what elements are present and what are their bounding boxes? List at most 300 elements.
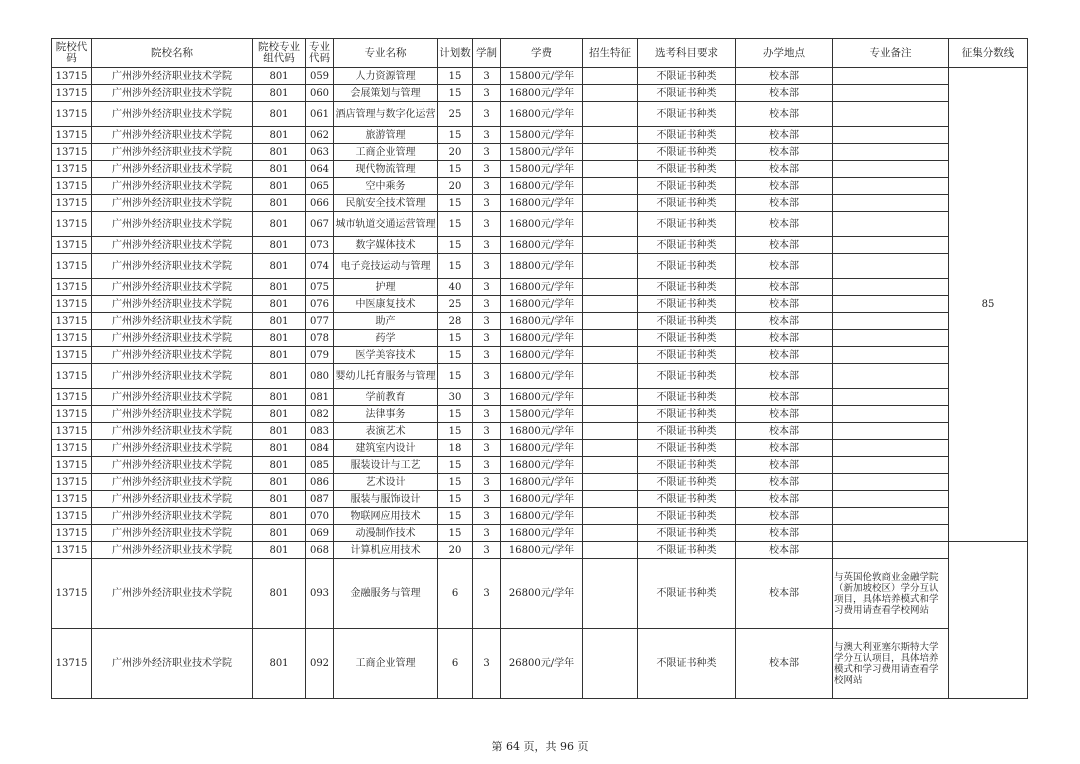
subject-cell: 不限证书种类 (638, 296, 736, 313)
school-code-cell: 13715 (52, 102, 92, 127)
major-code-cell: 087 (306, 491, 334, 508)
plan-cell: 15 (438, 254, 473, 279)
plan-cell: 15 (438, 364, 473, 389)
table-row (52, 127, 1028, 144)
note-cell (833, 389, 949, 406)
subject-cell: 不限证书种类 (638, 212, 736, 237)
subject-cell: 不限证书种类 (638, 406, 736, 423)
subject-cell: 不限证书种类 (638, 525, 736, 542)
school-name-cell: 广州涉外经济职业技术学院 (92, 474, 253, 491)
major-code-cell: 084 (306, 440, 334, 457)
subject-cell: 不限证书种类 (638, 542, 736, 559)
note-cell (833, 364, 949, 389)
years-cell: 3 (473, 629, 501, 699)
major-code-cell: 081 (306, 389, 334, 406)
plan-cell: 15 (438, 85, 473, 102)
school-code-cell: 13715 (52, 474, 92, 491)
fee-cell: 16800元/学年 (501, 330, 583, 347)
school-code-cell: 13715 (52, 406, 92, 423)
group-code-cell: 801 (253, 474, 306, 491)
group-code-cell: 801 (253, 279, 306, 296)
major-code-cell: 078 (306, 330, 334, 347)
location-cell: 校本部 (736, 525, 833, 542)
plan-cell: 20 (438, 542, 473, 559)
feature-cell (583, 330, 638, 347)
group-code-cell: 801 (253, 102, 306, 127)
major-code-cell: 059 (306, 68, 334, 85)
feature-cell (583, 440, 638, 457)
major-name-cell: 工商企业管理 (334, 629, 438, 699)
major-name-cell: 服装设计与工艺 (334, 457, 438, 474)
feature-cell (583, 161, 638, 178)
note-cell: 与英国伦敦商业金融学院（新加坡校区）学分互认项目，具体培养模式和学习费用请查看学校网站 (833, 559, 949, 629)
major-code-cell: 083 (306, 423, 334, 440)
school-name-cell: 广州涉外经济职业技术学院 (92, 347, 253, 364)
school-name-cell: 广州涉外经济职业技术学院 (92, 296, 253, 313)
school-code-cell: 13715 (52, 296, 92, 313)
fee-cell: 16800元/学年 (501, 364, 583, 389)
location-cell: 校本部 (736, 144, 833, 161)
major-code-cell: 079 (306, 347, 334, 364)
major-name-cell: 学前教育 (334, 389, 438, 406)
major-name-cell: 酒店管理与数字化运营 (334, 102, 438, 127)
feature-cell (583, 559, 638, 629)
major-code-cell: 070 (306, 508, 334, 525)
major-name-cell: 药学 (334, 330, 438, 347)
table-row (52, 347, 1028, 364)
location-cell: 校本部 (736, 491, 833, 508)
table-row (52, 330, 1028, 347)
years-cell: 3 (473, 474, 501, 491)
years-cell: 3 (473, 406, 501, 423)
major-code-cell: 063 (306, 144, 334, 161)
fee-cell: 16800元/学年 (501, 423, 583, 440)
note-cell (833, 127, 949, 144)
plan-cell: 15 (438, 68, 473, 85)
location-cell: 校本部 (736, 254, 833, 279)
subject-cell: 不限证书种类 (638, 279, 736, 296)
major-code-cell: 067 (306, 212, 334, 237)
plan-cell: 15 (438, 406, 473, 423)
note-cell (833, 178, 949, 195)
subject-cell: 不限证书种类 (638, 237, 736, 254)
group-code-cell: 801 (253, 313, 306, 330)
header-row (52, 39, 1028, 68)
subject-cell: 不限证书种类 (638, 313, 736, 330)
school-code-cell: 13715 (52, 389, 92, 406)
table-row (52, 364, 1028, 389)
school-code-cell: 13715 (52, 85, 92, 102)
feature-cell (583, 68, 638, 85)
group-code-cell: 801 (253, 559, 306, 629)
major-code-cell: 074 (306, 254, 334, 279)
group-code-cell: 801 (253, 457, 306, 474)
school-name-cell: 广州涉外经济职业技术学院 (92, 237, 253, 254)
note-cell (833, 542, 949, 559)
group-code-cell: 801 (253, 144, 306, 161)
fee-cell: 16800元/学年 (501, 389, 583, 406)
plan-cell: 15 (438, 423, 473, 440)
major-name-cell: 城市轨道交通运营管理 (334, 212, 438, 237)
location-cell: 校本部 (736, 195, 833, 212)
fee-cell: 16800元/学年 (501, 347, 583, 364)
table-row (52, 542, 1028, 559)
school-name-cell: 广州涉外经济职业技术学院 (92, 389, 253, 406)
subject-cell: 不限证书种类 (638, 508, 736, 525)
school-name-cell: 广州涉外经济职业技术学院 (92, 68, 253, 85)
feature-cell (583, 127, 638, 144)
group-code-cell: 801 (253, 525, 306, 542)
major-name-cell: 现代物流管理 (334, 161, 438, 178)
years-cell: 3 (473, 347, 501, 364)
subject-cell: 不限证书种类 (638, 102, 736, 127)
header-school-name: 院校名称 (92, 39, 253, 68)
table-row (52, 68, 1028, 85)
subject-cell: 不限证书种类 (638, 474, 736, 491)
location-cell: 校本部 (736, 347, 833, 364)
school-code-cell: 13715 (52, 68, 92, 85)
note-cell (833, 85, 949, 102)
header-note: 专业备注 (833, 39, 949, 68)
fee-cell: 16800元/学年 (501, 102, 583, 127)
plan-cell: 20 (438, 178, 473, 195)
subject-cell: 不限证书种类 (638, 178, 736, 195)
fee-cell: 15800元/学年 (501, 68, 583, 85)
table-row (52, 144, 1028, 161)
group-code-cell: 801 (253, 347, 306, 364)
table-row (52, 313, 1028, 330)
note-cell (833, 423, 949, 440)
location-cell: 校本部 (736, 237, 833, 254)
subject-cell: 不限证书种类 (638, 364, 736, 389)
feature-cell (583, 364, 638, 389)
group-code-cell: 801 (253, 406, 306, 423)
school-name-cell: 广州涉外经济职业技术学院 (92, 313, 253, 330)
major-code-cell: 068 (306, 542, 334, 559)
location-cell: 校本部 (736, 85, 833, 102)
school-name-cell: 广州涉外经济职业技术学院 (92, 491, 253, 508)
school-code-cell: 13715 (52, 508, 92, 525)
subject-cell: 不限证书种类 (638, 423, 736, 440)
school-code-cell: 13715 (52, 629, 92, 699)
school-name-cell: 广州涉外经济职业技术学院 (92, 330, 253, 347)
note-cell (833, 279, 949, 296)
feature-cell (583, 508, 638, 525)
table-row (52, 195, 1028, 212)
major-code-cell: 086 (306, 474, 334, 491)
feature-cell (583, 212, 638, 237)
years-cell: 3 (473, 440, 501, 457)
note-cell: 与澳大利亚塞尔斯特大学学分互认项目，具体培养模式和学习费用请查看学校网站 (833, 629, 949, 699)
school-code-cell: 13715 (52, 491, 92, 508)
header-location: 办学地点 (736, 39, 833, 68)
fee-cell: 16800元/学年 (501, 85, 583, 102)
school-name-cell: 广州涉外经济职业技术学院 (92, 195, 253, 212)
school-name-cell: 广州涉外经济职业技术学院 (92, 102, 253, 127)
fee-cell: 16800元/学年 (501, 508, 583, 525)
feature-cell (583, 542, 638, 559)
major-name-cell: 法律事务 (334, 406, 438, 423)
years-cell: 3 (473, 525, 501, 542)
school-code-cell: 13715 (52, 313, 92, 330)
table-row (52, 161, 1028, 178)
plan-cell: 15 (438, 525, 473, 542)
score-line-cell-empty (949, 542, 1028, 699)
plan-cell: 15 (438, 237, 473, 254)
note-cell (833, 440, 949, 457)
major-code-cell: 080 (306, 364, 334, 389)
major-name-cell: 旅游管理 (334, 127, 438, 144)
table-row (52, 457, 1028, 474)
group-code-cell: 801 (253, 68, 306, 85)
subject-cell: 不限证书种类 (638, 389, 736, 406)
plan-cell: 28 (438, 313, 473, 330)
location-cell: 校本部 (736, 279, 833, 296)
fee-cell: 15800元/学年 (501, 406, 583, 423)
school-code-cell: 13715 (52, 330, 92, 347)
note-cell (833, 195, 949, 212)
feature-cell (583, 237, 638, 254)
feature-cell (583, 279, 638, 296)
location-cell: 校本部 (736, 161, 833, 178)
location-cell: 校本部 (736, 330, 833, 347)
major-code-cell: 060 (306, 85, 334, 102)
fee-cell: 16800元/学年 (501, 440, 583, 457)
major-name-cell: 工商企业管理 (334, 144, 438, 161)
header-school-code: 院校代码 (52, 39, 92, 68)
subject-cell: 不限证书种类 (638, 144, 736, 161)
table-row (52, 440, 1028, 457)
location-cell: 校本部 (736, 542, 833, 559)
subject-cell: 不限证书种类 (638, 440, 736, 457)
school-name-cell: 广州涉外经济职业技术学院 (92, 144, 253, 161)
major-code-cell: 076 (306, 296, 334, 313)
plan-cell: 15 (438, 212, 473, 237)
school-code-cell: 13715 (52, 195, 92, 212)
school-name-cell: 广州涉外经济职业技术学院 (92, 559, 253, 629)
fee-cell: 16800元/学年 (501, 178, 583, 195)
page-footer: 第 64 页，共 96 页 (491, 740, 589, 753)
note-cell (833, 102, 949, 127)
location-cell: 校本部 (736, 178, 833, 195)
school-code-cell: 13715 (52, 347, 92, 364)
school-name-cell: 广州涉外经济职业技术学院 (92, 423, 253, 440)
school-name-cell: 广州涉外经济职业技术学院 (92, 364, 253, 389)
plan-cell: 25 (438, 296, 473, 313)
years-cell: 3 (473, 279, 501, 296)
school-code-cell: 13715 (52, 212, 92, 237)
school-name-cell: 广州涉外经济职业技术学院 (92, 127, 253, 144)
table-row (52, 491, 1028, 508)
major-code-cell: 065 (306, 178, 334, 195)
table-row (52, 237, 1028, 254)
header-major-code: 专业代码 (306, 39, 334, 68)
feature-cell (583, 254, 638, 279)
location-cell: 校本部 (736, 313, 833, 330)
major-name-cell: 服装与服饰设计 (334, 491, 438, 508)
group-code-cell: 801 (253, 178, 306, 195)
group-code-cell: 801 (253, 389, 306, 406)
school-code-cell: 13715 (52, 279, 92, 296)
fee-cell: 15800元/学年 (501, 161, 583, 178)
table-body (52, 68, 1028, 699)
table-row (52, 559, 1028, 629)
feature-cell (583, 313, 638, 330)
note-cell (833, 457, 949, 474)
major-code-cell: 064 (306, 161, 334, 178)
fee-cell: 16800元/学年 (501, 457, 583, 474)
group-code-cell: 801 (253, 254, 306, 279)
plan-cell: 40 (438, 279, 473, 296)
years-cell: 3 (473, 491, 501, 508)
feature-cell (583, 406, 638, 423)
note-cell (833, 347, 949, 364)
school-code-cell: 13715 (52, 237, 92, 254)
major-code-cell: 085 (306, 457, 334, 474)
major-name-cell: 艺术设计 (334, 474, 438, 491)
major-name-cell: 医学美容技术 (334, 347, 438, 364)
note-cell (833, 406, 949, 423)
major-name-cell: 电子竞技运动与管理 (334, 254, 438, 279)
school-name-cell: 广州涉外经济职业技术学院 (92, 440, 253, 457)
school-code-cell: 13715 (52, 559, 92, 629)
major-name-cell: 金融服务与管理 (334, 559, 438, 629)
subject-cell: 不限证书种类 (638, 330, 736, 347)
major-name-cell: 中医康复技术 (334, 296, 438, 313)
header-fee: 学费 (501, 39, 583, 68)
fee-cell: 16800元/学年 (501, 525, 583, 542)
school-name-cell: 广州涉外经济职业技术学院 (92, 254, 253, 279)
school-code-cell: 13715 (52, 423, 92, 440)
school-code-cell: 13715 (52, 525, 92, 542)
plan-cell: 6 (438, 629, 473, 699)
years-cell: 3 (473, 102, 501, 127)
group-code-cell: 801 (253, 195, 306, 212)
major-code-cell: 061 (306, 102, 334, 127)
group-code-cell: 801 (253, 491, 306, 508)
note-cell (833, 474, 949, 491)
years-cell: 3 (473, 161, 501, 178)
table-row (52, 389, 1028, 406)
fee-cell: 16800元/学年 (501, 237, 583, 254)
table-row (52, 102, 1028, 127)
header-feature: 招生特征 (583, 39, 638, 68)
group-code-cell: 801 (253, 296, 306, 313)
school-code-cell: 13715 (52, 178, 92, 195)
school-code-cell: 13715 (52, 144, 92, 161)
subject-cell: 不限证书种类 (638, 629, 736, 699)
plan-cell: 6 (438, 559, 473, 629)
location-cell: 校本部 (736, 212, 833, 237)
subject-cell: 不限证书种类 (638, 347, 736, 364)
fee-cell: 16800元/学年 (501, 212, 583, 237)
school-code-cell: 13715 (52, 161, 92, 178)
group-code-cell: 801 (253, 508, 306, 525)
plan-cell: 30 (438, 389, 473, 406)
major-code-cell: 077 (306, 313, 334, 330)
school-name-cell: 广州涉外经济职业技术学院 (92, 525, 253, 542)
group-code-cell: 801 (253, 85, 306, 102)
location-cell: 校本部 (736, 389, 833, 406)
feature-cell (583, 144, 638, 161)
group-code-cell: 801 (253, 161, 306, 178)
plan-cell: 15 (438, 491, 473, 508)
plan-cell: 25 (438, 102, 473, 127)
major-name-cell: 护理 (334, 279, 438, 296)
header-plan: 计划数 (438, 39, 473, 68)
major-name-cell: 会展策划与管理 (334, 85, 438, 102)
major-name-cell: 数字媒体技术 (334, 237, 438, 254)
feature-cell (583, 423, 638, 440)
plan-cell: 15 (438, 457, 473, 474)
feature-cell (583, 296, 638, 313)
subject-cell: 不限证书种类 (638, 195, 736, 212)
years-cell: 3 (473, 313, 501, 330)
major-code-cell: 075 (306, 279, 334, 296)
plan-cell: 18 (438, 440, 473, 457)
school-name-cell: 广州涉外经济职业技术学院 (92, 457, 253, 474)
location-cell: 校本部 (736, 423, 833, 440)
plan-cell: 15 (438, 161, 473, 178)
note-cell (833, 254, 949, 279)
fee-cell: 16800元/学年 (501, 296, 583, 313)
table-row (52, 508, 1028, 525)
score-line-cell: 85 (949, 68, 1028, 542)
feature-cell (583, 195, 638, 212)
major-code-cell: 062 (306, 127, 334, 144)
table-row (52, 525, 1028, 542)
years-cell: 3 (473, 508, 501, 525)
school-name-cell: 广州涉外经济职业技术学院 (92, 542, 253, 559)
location-cell: 校本部 (736, 127, 833, 144)
years-cell: 3 (473, 195, 501, 212)
group-code-cell: 801 (253, 330, 306, 347)
years-cell: 3 (473, 457, 501, 474)
school-name-cell: 广州涉外经济职业技术学院 (92, 178, 253, 195)
note-cell (833, 237, 949, 254)
location-cell: 校本部 (736, 364, 833, 389)
group-code-cell: 801 (253, 127, 306, 144)
school-name-cell: 广州涉外经济职业技术学院 (92, 508, 253, 525)
table-row (52, 178, 1028, 195)
note-cell (833, 296, 949, 313)
major-code-cell: 082 (306, 406, 334, 423)
subject-cell: 不限证书种类 (638, 85, 736, 102)
school-code-cell: 13715 (52, 254, 92, 279)
fee-cell: 16800元/学年 (501, 313, 583, 330)
header-subject: 选考科目要求 (638, 39, 736, 68)
feature-cell (583, 178, 638, 195)
years-cell: 3 (473, 389, 501, 406)
table-row (52, 296, 1028, 313)
location-cell: 校本部 (736, 474, 833, 491)
location-cell: 校本部 (736, 440, 833, 457)
fee-cell: 16800元/学年 (501, 279, 583, 296)
note-cell (833, 313, 949, 330)
years-cell: 3 (473, 296, 501, 313)
plan-cell: 15 (438, 127, 473, 144)
major-code-cell: 069 (306, 525, 334, 542)
school-name-cell: 广州涉外经济职业技术学院 (92, 279, 253, 296)
school-code-cell: 13715 (52, 457, 92, 474)
subject-cell: 不限证书种类 (638, 457, 736, 474)
group-code-cell: 801 (253, 423, 306, 440)
location-cell: 校本部 (736, 102, 833, 127)
subject-cell: 不限证书种类 (638, 559, 736, 629)
feature-cell (583, 474, 638, 491)
fee-cell: 26800元/学年 (501, 629, 583, 699)
note-cell (833, 525, 949, 542)
